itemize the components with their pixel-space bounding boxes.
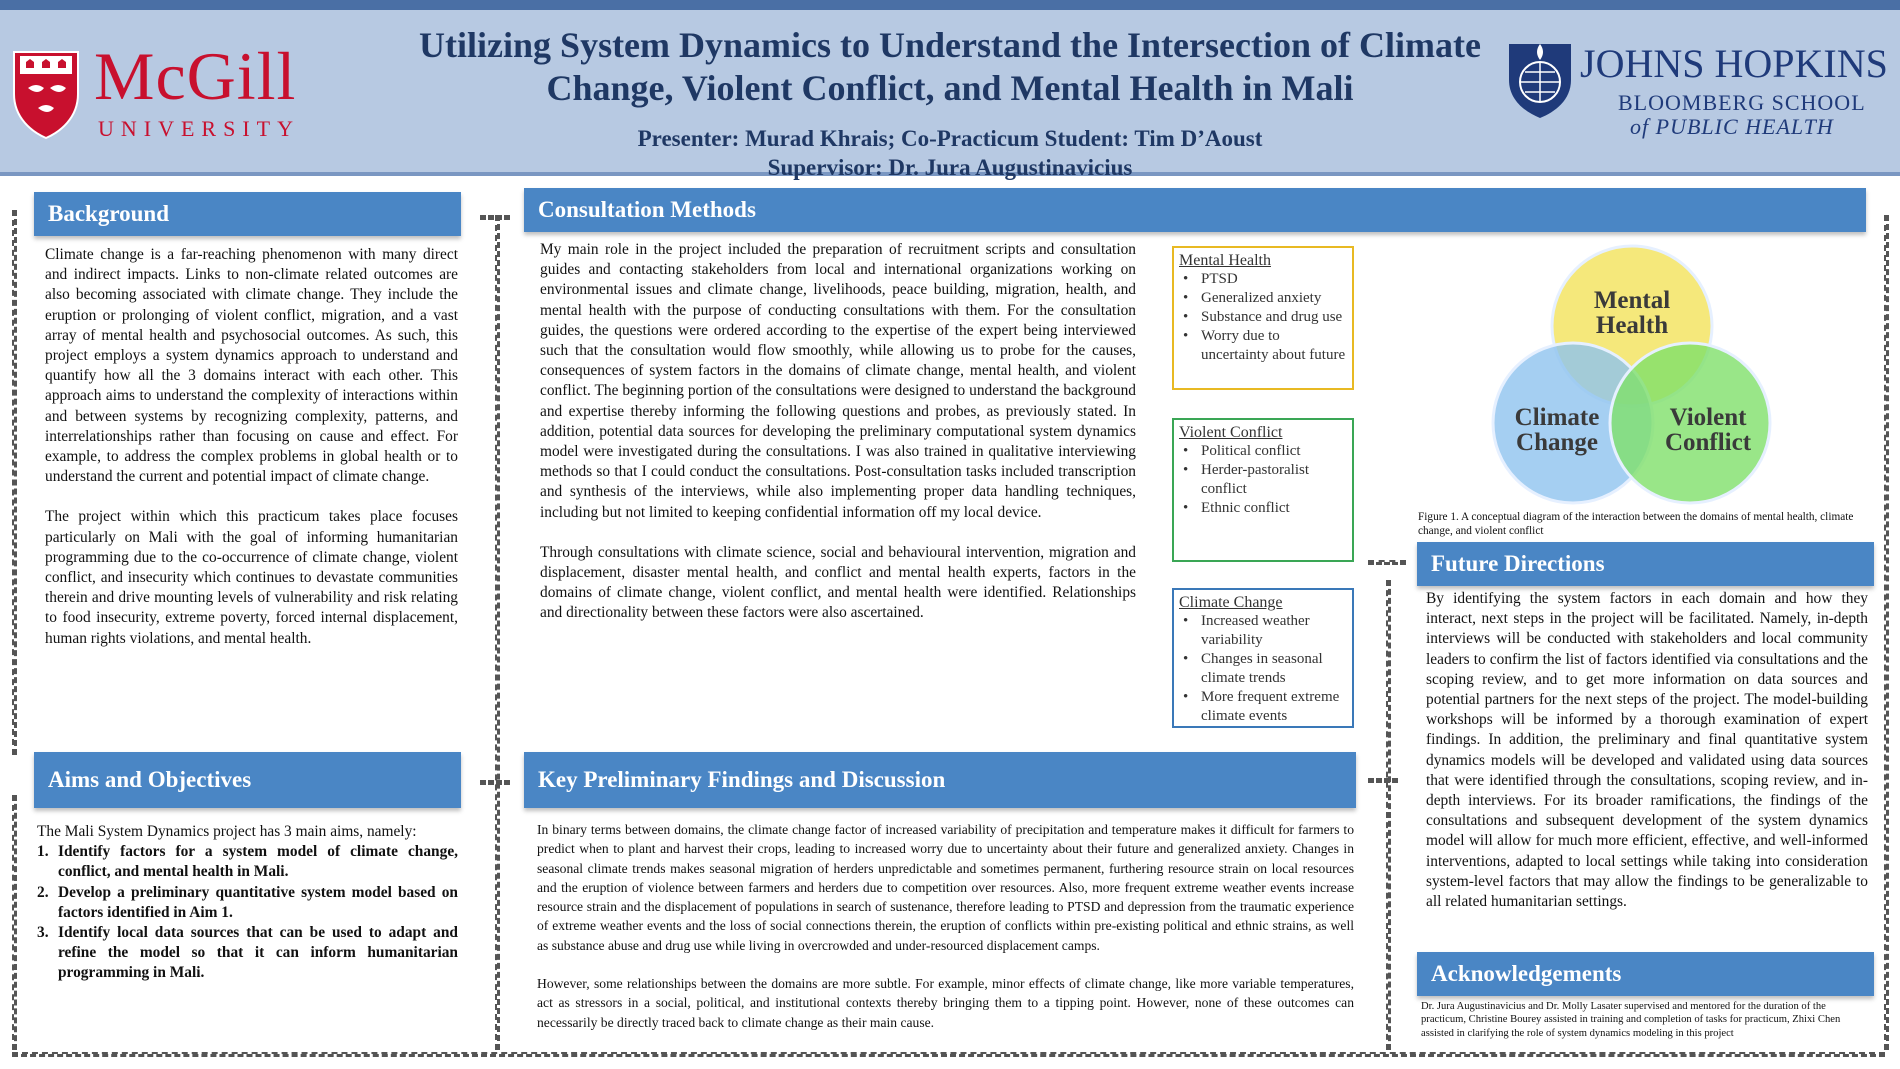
violent-conflict-factors — [1179, 442, 1347, 518]
aims-item: 1. Identify factors for a system model of climate change, conflict, and mental health in Mali. — [37, 843, 458, 881]
mcgill-crest-icon — [10, 48, 82, 140]
jhu-subschool: of PUBLIC HEALTH — [1630, 114, 1834, 139]
aims-heading: Aims and Objectives — [34, 752, 461, 808]
title-line-2: Change, Violent Conflict, and Mental Health in Mali — [546, 68, 1354, 108]
venn-label-climate-change-2: Change — [1516, 429, 1598, 456]
divider-center-right — [1386, 580, 1391, 1050]
climate-change-box-title: Climate Change — [1179, 594, 1283, 611]
jhu-school: BLOOMBERG SCHOOL — [1618, 90, 1866, 115]
climate-change-box — [1172, 588, 1354, 728]
background-paragraph-2: The project within which this practicum takes place focuses particularly on Mali with the goal of informing humanitarian programming due to the co-occurrence of climate change, violent conflict, and insecurity which continues to devastate communities therein and drive mounting levels of vulnerability and risk relating to food insecurity, extreme poverty, forced internal displacement, human rights violations, and mental health. — [45, 508, 458, 647]
findings-heading: Key Preliminary Findings and Discussion — [524, 752, 1356, 808]
aims-intro: The Mali System Dynamics project has 3 main aims, namely: — [37, 823, 417, 840]
aims-item: 2. Develop a preliminary quantitative system model based on factors identified in Aim 1. — [37, 883, 458, 921]
factor-item: • Ethnic conflict — [1179, 499, 1347, 518]
divider-right — [1884, 215, 1889, 1050]
venn-label-violent-conflict-1: Violent — [1669, 404, 1747, 431]
supervisor-line: Supervisor: Dr. Jura Augustinavicius — [767, 155, 1133, 180]
venn-diagram — [1480, 240, 1780, 510]
jhu-logo — [1500, 40, 1895, 150]
findings-paragraph-1: In binary terms between domains, the climate change factor of increased variability of precipitation and temperature makes it difficult for farmers to predict when to plant and harvest their crops, leading to increased worry due to uncertainty about their future and generalized anxiety. Changes in seasonal climate trends makes seasonal migration of herders unpredictable and sometimes permanent, furthering resource strain on local resources and the eruption of violence between farmers and herders due to competition over resources. Also, more frequent extreme weather events increase resource strain and the displacement of populations in search of sustenance, therefore leading to PTSD and depression from the traumatic experience of extreme weather events and the loss of social connections therein, the eruption of conflicts within pre-existing political and ethnic strains, as well as substance abuse and drug use while living in overcrowded and under-resourced displacement camps. — [537, 822, 1354, 953]
poster-header — [0, 10, 1900, 180]
jhu-wordmark: JOHNS HOPKINS — [1580, 41, 1888, 86]
title-line-1: Utilizing System Dynamics to Understand the Intersection of Climate — [419, 25, 1481, 65]
factor-item: • Worry due to uncertainty about future — [1179, 327, 1347, 365]
mcgill-logo — [10, 38, 340, 148]
divider-center-left — [495, 215, 500, 1050]
divider-left — [12, 210, 17, 755]
findings-body — [537, 820, 1354, 1052]
presenter-block — [390, 124, 1510, 182]
factor-item: • Political conflict — [1179, 442, 1347, 461]
divider-bottom — [12, 1052, 1885, 1057]
mental-health-box — [1172, 246, 1354, 390]
consultation-body — [540, 240, 1136, 644]
background-heading: Background — [34, 192, 461, 236]
top-border — [0, 0, 1900, 10]
factor-item: • Increased weather variability — [1179, 612, 1347, 650]
factor-item: • Substance and drug use — [1179, 308, 1347, 327]
factor-item: • Generalized anxiety — [1179, 289, 1347, 308]
aims-body — [37, 822, 458, 984]
mental-health-box-title: Mental Health — [1179, 252, 1271, 269]
factor-item: • Herder-pastoralist conflict — [1179, 461, 1347, 499]
factor-item: • More frequent extreme climate events — [1179, 688, 1347, 726]
venn-label-mental-health-2: Health — [1595, 312, 1669, 339]
divider-left-lower — [12, 795, 17, 1050]
poster-title — [390, 24, 1510, 110]
factor-item: • PTSD — [1179, 270, 1347, 289]
consultation-paragraph-1: My main role in the project included the preparation of recruitment scripts and consultation guides and contacting stakeholders from local and international organizations working on environmental issues and climate change, livelihoods, peace building, migration, health, and mental health with the purpose of conducting consultations with them. For the consultation guides, the questions were ordered according to the expertise of the expert being interviewed such that the consultation would flow smoothly, while allowing us to probe for the causes, consequences of system factors in the domains of climate change, mental health, and violent conflict. The beginning portion of the consultations were designed to understand the background and expertise thereby informing the following questions and probes, as previously stated. In addition, potential data sources for developing the preliminary computational system dynamics model were investigated during the consultations. I was also trained in qualitative interviewing methods so that I could conduct the consultations. Post-consultation tasks included transcription and synthesis of the interviews, while also implementing proper data handling techniques, including but not limited to keeping confidential information off my local device. — [540, 241, 1136, 521]
venn-label-violent-conflict-2: Conflict — [1664, 429, 1752, 456]
consultation-heading: Consultation Methods — [524, 188, 1866, 232]
consultation-paragraph-2: Through consultations with climate science, social and behavioural intervention, migration and displacement, disaster mental health, and conflict and mental health experts, factors in the domains of climate change, violent conflict, and mental health were identified. Relationships and directionality between these factors were also ascertained. — [540, 543, 1136, 622]
mcgill-subtitle: UNIVERSITY — [98, 116, 300, 141]
presenter-line: Presenter: Murad Khrais; Co-Practicum Student: Tim D’Aoust — [637, 126, 1263, 151]
background-body — [45, 245, 458, 669]
acknowledgements-body: Dr. Jura Augustinavicius and Dr. Molly Lasater supervised and mentored for the duration of the practicum, Christine Bourey assisted in training and completion of tasks for practicum, Zhixi Chen assisted in clarifying the role of system dynamics modeling in this project — [1421, 1001, 1841, 1039]
violent-conflict-box-title: Violent Conflict — [1179, 424, 1283, 441]
factor-item: • Changes in seasonal climate trends — [1179, 650, 1347, 688]
background-paragraph-1: Climate change is a far-reaching phenomenon with many direct and indirect impacts. Links to non-climate related outcomes are also becoming associated with climate change. They include the eruption or prolonging of violent conflict, migration, and a vast array of mental health and psychosocial outcomes. As such, this project employs a system dynamics approach to understand and quantify how all the 3 domains interact with each other. This approach aims to understand the complexity of interactions within and between systems by recognizing complexity, patterns, and interrelationships rather than focusing on cause and effect. For example, to address the complex problems in global health or to understand the current and potential impact of climate change. — [45, 246, 458, 486]
venn-label-mental-health-1: Mental — [1593, 287, 1671, 314]
acknowledgements-heading: Acknowledgements — [1417, 952, 1874, 996]
venn-label-climate-change-1: Climate — [1514, 404, 1600, 431]
divider-tick-1 — [480, 215, 510, 220]
violent-conflict-box — [1172, 418, 1354, 562]
jhu-globe-icon — [1505, 40, 1575, 120]
divider-tick-4 — [1368, 778, 1398, 783]
aims-item: 3. Identify local data sources that can be used to adapt and refine the model so that it can inform humanitarian programming in Mali. — [37, 924, 458, 982]
mental-health-factors — [1179, 270, 1347, 365]
figure-caption: Figure 1. A conceptual diagram of the interaction between the domains of mental health, climate change, and violent conflict — [1418, 511, 1854, 537]
divider-tick-3 — [1368, 560, 1406, 565]
aims-list — [37, 842, 458, 983]
climate-change-factors — [1179, 612, 1347, 726]
findings-paragraph-2: However, some relationships between the domains are more subtle. For example, minor effects of climate change, like more variable temperatures, act as stressors in a social, political, and institutional contexts thereby bringing them to a tipping point. However, none of these outcomes can necessarily be directly traced back to climate change as their main cause. — [537, 976, 1354, 1030]
future-heading: Future Directions — [1417, 542, 1874, 586]
future-body: By identifying the system factors in each domain and how they interact, next steps in the project will be facilitated. Namely, in-depth interviews will be conducted with stakeholders and local community leaders to confirm the list of factors identified via consultations and the scoping review, and to get more information on data sources and potential partners for the next steps of the project. The model-building workshops will be informed by a thorough examination of expert findings. In addition, the preliminary and final quantitative system dynamics models will be developed and validated using data sources that were identified through the consultations, scoping review, and in-depth interviews. For its broader ramifications, the findings of the consultations and subsequent development of the system dynamics model will allow for much more efficient, effective, and well-informed interventions, adapted to local settings while taking into consideration system-level factors that may allow the findings to be generalizable to all related humanitarian settings. — [1426, 590, 1868, 911]
mcgill-wordmark: McGill — [94, 38, 297, 114]
divider-tick-2 — [480, 780, 510, 785]
